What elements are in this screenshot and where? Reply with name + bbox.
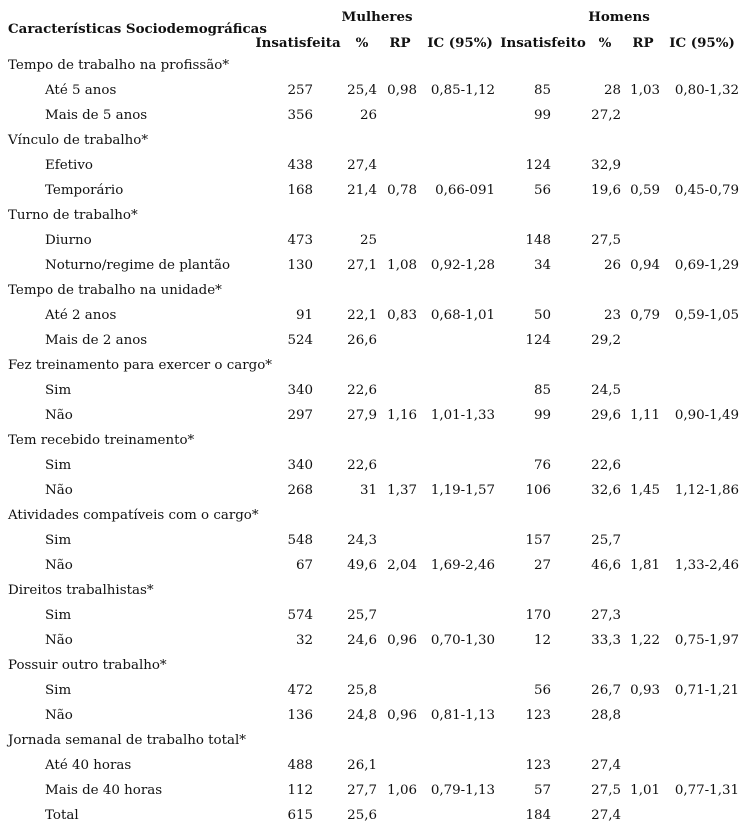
men-count-cell: 76 — [533, 458, 551, 473]
men-count-cell: 123 — [525, 758, 551, 773]
men-count-cell: 124 — [525, 333, 551, 348]
women-count-cell: 438 — [287, 158, 313, 173]
men-rp-cell: 0,79 — [630, 308, 660, 323]
men-count-cell: 99 — [533, 408, 551, 423]
men-ic-cell: 0,71-1,21 — [674, 683, 739, 698]
row-label: Sim — [45, 533, 72, 548]
men-group-header: Homens — [588, 9, 650, 25]
men-percent-cell: 26,7 — [591, 683, 621, 698]
men-rp-cell: 0,59 — [630, 183, 660, 198]
women-percent-cell: 26,1 — [347, 758, 377, 773]
row-label: Efetivo — [45, 158, 93, 173]
women-count-cell: 112 — [287, 783, 313, 798]
women-ic-cell: 1,19-1,57 — [430, 483, 495, 498]
women-rp-cell: 1,06 — [387, 783, 417, 798]
women-count-cell: 32 — [295, 633, 313, 648]
men-count-cell: 106 — [525, 483, 551, 498]
category-label: Tempo de trabalho na profissão* — [8, 58, 230, 73]
women-rp-header: RP — [389, 35, 411, 51]
women-count-cell: 615 — [287, 808, 313, 823]
women-rp-cell: 1,08 — [387, 258, 417, 273]
women-count-cell: 488 — [287, 758, 313, 773]
men-count-cell: 34 — [533, 258, 551, 273]
women-percent-cell: 27,4 — [347, 158, 377, 173]
women-rp-cell: 0,96 — [387, 708, 417, 723]
row-label: Sim — [45, 458, 72, 473]
women-percent-cell: 27,1 — [347, 258, 377, 273]
men-percent-cell: 28 — [603, 83, 621, 98]
women-percent-cell: 21,4 — [347, 183, 377, 198]
women-percent-cell: 22,1 — [347, 308, 377, 323]
women-ic-cell: 0,92-1,28 — [430, 258, 495, 273]
women-percent-cell: 25,6 — [347, 808, 377, 823]
women-rp-cell: 2,04 — [387, 558, 417, 573]
men-percent-cell: 26 — [603, 258, 621, 273]
row-label: Até 40 horas — [45, 758, 132, 773]
men-ic-cell: 0,77-1,31 — [674, 783, 739, 798]
men-ic-cell: 0,90-1,49 — [674, 408, 739, 423]
row-label: Mais de 2 anos — [45, 333, 148, 348]
women-count-cell: 524 — [287, 333, 313, 348]
category-label: Direitos trabalhistas* — [8, 583, 154, 598]
women-count-cell: 340 — [287, 458, 313, 473]
row-label: Diurno — [45, 233, 92, 248]
women-ic-cell: 1,01-1,33 — [430, 408, 495, 423]
men-ic-cell: 1,33-2,46 — [674, 558, 739, 573]
women-count-cell: 548 — [287, 533, 313, 548]
men-count-cell: 27 — [533, 558, 551, 573]
women-count-cell: 574 — [287, 608, 313, 623]
men-count-cell: 123 — [525, 708, 551, 723]
women-count-cell: 91 — [295, 308, 313, 323]
women-percent-cell: 22,6 — [347, 458, 377, 473]
women-rp-cell: 0,78 — [387, 183, 417, 198]
men-percent-cell: 27,5 — [591, 783, 621, 798]
men-percent-cell: 28,8 — [591, 708, 621, 723]
women-count-cell: 257 — [287, 83, 313, 98]
men-count-cell: 85 — [533, 83, 551, 98]
women-percent-cell: 25,7 — [347, 608, 377, 623]
women-percent-cell: 24,3 — [347, 533, 377, 548]
category-label: Jornada semanal de trabalho total* — [8, 733, 246, 748]
women-percent-cell: 49,6 — [347, 558, 377, 573]
women-percent-cell: 25,4 — [347, 83, 377, 98]
women-count-cell: 67 — [295, 558, 313, 573]
women-count-cell: 168 — [287, 183, 313, 198]
men-rp-cell: 1,01 — [630, 783, 660, 798]
category-label: Tem recebido treinamento* — [8, 433, 195, 448]
row-label: Não — [45, 633, 73, 648]
men-count-cell: 184 — [525, 808, 551, 823]
men-percent-cell: 46,6 — [591, 558, 621, 573]
men-count-cell: 57 — [533, 783, 551, 798]
row-label: Sim — [45, 683, 72, 698]
men-count-cell: 170 — [525, 608, 551, 623]
men-ic-cell: 0,59-1,05 — [674, 308, 739, 323]
women-rp-cell: 1,37 — [387, 483, 417, 498]
men-percent-cell: 27,2 — [591, 108, 621, 123]
men-rp-cell: 0,93 — [630, 683, 660, 698]
row-label: Não — [45, 408, 73, 423]
men-percent-cell: 32,6 — [591, 483, 621, 498]
men-rp-cell: 1,11 — [630, 408, 660, 423]
women-percent-cell: 24,8 — [347, 708, 377, 723]
row-label: Temporário — [45, 183, 124, 198]
men-percent-cell: 27,5 — [591, 233, 621, 248]
men-rp-cell: 1,81 — [630, 558, 660, 573]
men-percent-cell: 29,6 — [591, 408, 621, 423]
women-group-header: Mulheres — [341, 9, 413, 25]
row-label: Não — [45, 558, 73, 573]
men-percent-cell: 32,9 — [591, 158, 621, 173]
men-rp-cell: 1,45 — [630, 483, 660, 498]
men-ic-cell: 1,12-1,86 — [674, 483, 739, 498]
men-percent-cell: 19,6 — [591, 183, 621, 198]
row-label: Mais de 40 horas — [45, 783, 163, 798]
women-percent-cell: 27,9 — [347, 408, 377, 423]
characteristics-header: Características Sociodemográficas — [8, 21, 267, 37]
women-count-cell: 472 — [287, 683, 313, 698]
row-label: Até 2 anos — [45, 308, 117, 323]
women-ic-cell: 1,69-2,46 — [430, 558, 495, 573]
row-label: Total — [45, 808, 79, 823]
men-count-cell: 85 — [533, 383, 551, 398]
men-count-cell: 56 — [533, 683, 551, 698]
women-count-cell: 297 — [287, 408, 313, 423]
men-rp-header: RP — [632, 35, 654, 51]
men-count-cell: 148 — [525, 233, 551, 248]
men-percent-cell: 25,7 — [591, 533, 621, 548]
women-count-cell: 268 — [287, 483, 313, 498]
men-ic-cell: 0,69-1,29 — [674, 258, 739, 273]
row-label: Sim — [45, 383, 72, 398]
category-label: Atividades compatíveis com o cargo* — [8, 508, 259, 523]
women-rp-cell: 1,16 — [387, 408, 417, 423]
row-label: Não — [45, 708, 73, 723]
men-percent-cell: 27,4 — [591, 758, 621, 773]
men-ic-cell: 0,75-1,97 — [674, 633, 739, 648]
women-percent-header: % — [355, 35, 369, 51]
men-percent-header: % — [598, 35, 612, 51]
women-count-cell: 340 — [287, 383, 313, 398]
women-count-cell: 356 — [287, 108, 313, 123]
women-ic-cell: 0,66-091 — [435, 183, 495, 198]
women-rp-cell: 0,98 — [387, 83, 417, 98]
men-count-cell: 12 — [533, 633, 551, 648]
men-rp-cell: 0,94 — [630, 258, 660, 273]
men-rp-cell: 1,03 — [630, 83, 660, 98]
women-ic-cell: 0,68-1,01 — [430, 308, 495, 323]
women-percent-cell: 31 — [359, 483, 377, 498]
women-percent-cell: 26 — [359, 108, 377, 123]
men-count-cell: 157 — [525, 533, 551, 548]
men-count-cell: 56 — [533, 183, 551, 198]
men-count-cell: 99 — [533, 108, 551, 123]
category-label: Vínculo de trabalho* — [8, 133, 149, 148]
women-percent-cell: 26,6 — [347, 333, 377, 348]
women-percent-cell: 25,8 — [347, 683, 377, 698]
men-count-cell: 124 — [525, 158, 551, 173]
row-label: Noturno/regime de plantão — [45, 258, 231, 273]
men-percent-cell: 23 — [603, 308, 621, 323]
men-ic-cell: 0,80-1,32 — [674, 83, 739, 98]
men-percent-cell: 29,2 — [591, 333, 621, 348]
row-label: Sim — [45, 608, 72, 623]
men-percent-cell: 24,5 — [591, 383, 621, 398]
women-percent-cell: 24,6 — [347, 633, 377, 648]
women-count-cell: 130 — [287, 258, 313, 273]
women-count-cell: 136 — [287, 708, 313, 723]
men-count-header: Insatisfeito — [500, 35, 586, 51]
row-label: Não — [45, 483, 73, 498]
women-percent-cell: 22,6 — [347, 383, 377, 398]
women-percent-cell: 25 — [359, 233, 377, 248]
men-percent-cell: 27,3 — [591, 608, 621, 623]
women-ic-header: IC (95%) — [427, 35, 493, 51]
category-label: Turno de trabalho* — [8, 208, 138, 223]
category-label: Fez treinamento para exercer o cargo* — [8, 358, 272, 373]
women-count-header: Insatisfeita — [255, 35, 341, 51]
men-ic-header: IC (95%) — [669, 35, 735, 51]
women-percent-cell: 27,7 — [347, 783, 377, 798]
men-count-cell: 50 — [533, 308, 551, 323]
row-label: Mais de 5 anos — [45, 108, 148, 123]
men-rp-cell: 1,22 — [630, 633, 660, 648]
women-ic-cell: 0,81-1,13 — [430, 708, 495, 723]
women-rp-cell: 0,83 — [387, 308, 417, 323]
women-ic-cell: 0,85-1,12 — [430, 83, 495, 98]
men-percent-cell: 33,3 — [591, 633, 621, 648]
women-ic-cell: 0,79-1,13 — [430, 783, 495, 798]
men-percent-cell: 27,4 — [591, 808, 621, 823]
women-count-cell: 473 — [287, 233, 313, 248]
women-rp-cell: 0,96 — [387, 633, 417, 648]
row-label: Até 5 anos — [45, 83, 117, 98]
men-ic-cell: 0,45-0,79 — [674, 183, 739, 198]
women-ic-cell: 0,70-1,30 — [430, 633, 495, 648]
men-percent-cell: 22,6 — [591, 458, 621, 473]
category-label: Tempo de trabalho na unidade* — [8, 283, 222, 298]
category-label: Possuir outro trabalho* — [8, 658, 167, 673]
